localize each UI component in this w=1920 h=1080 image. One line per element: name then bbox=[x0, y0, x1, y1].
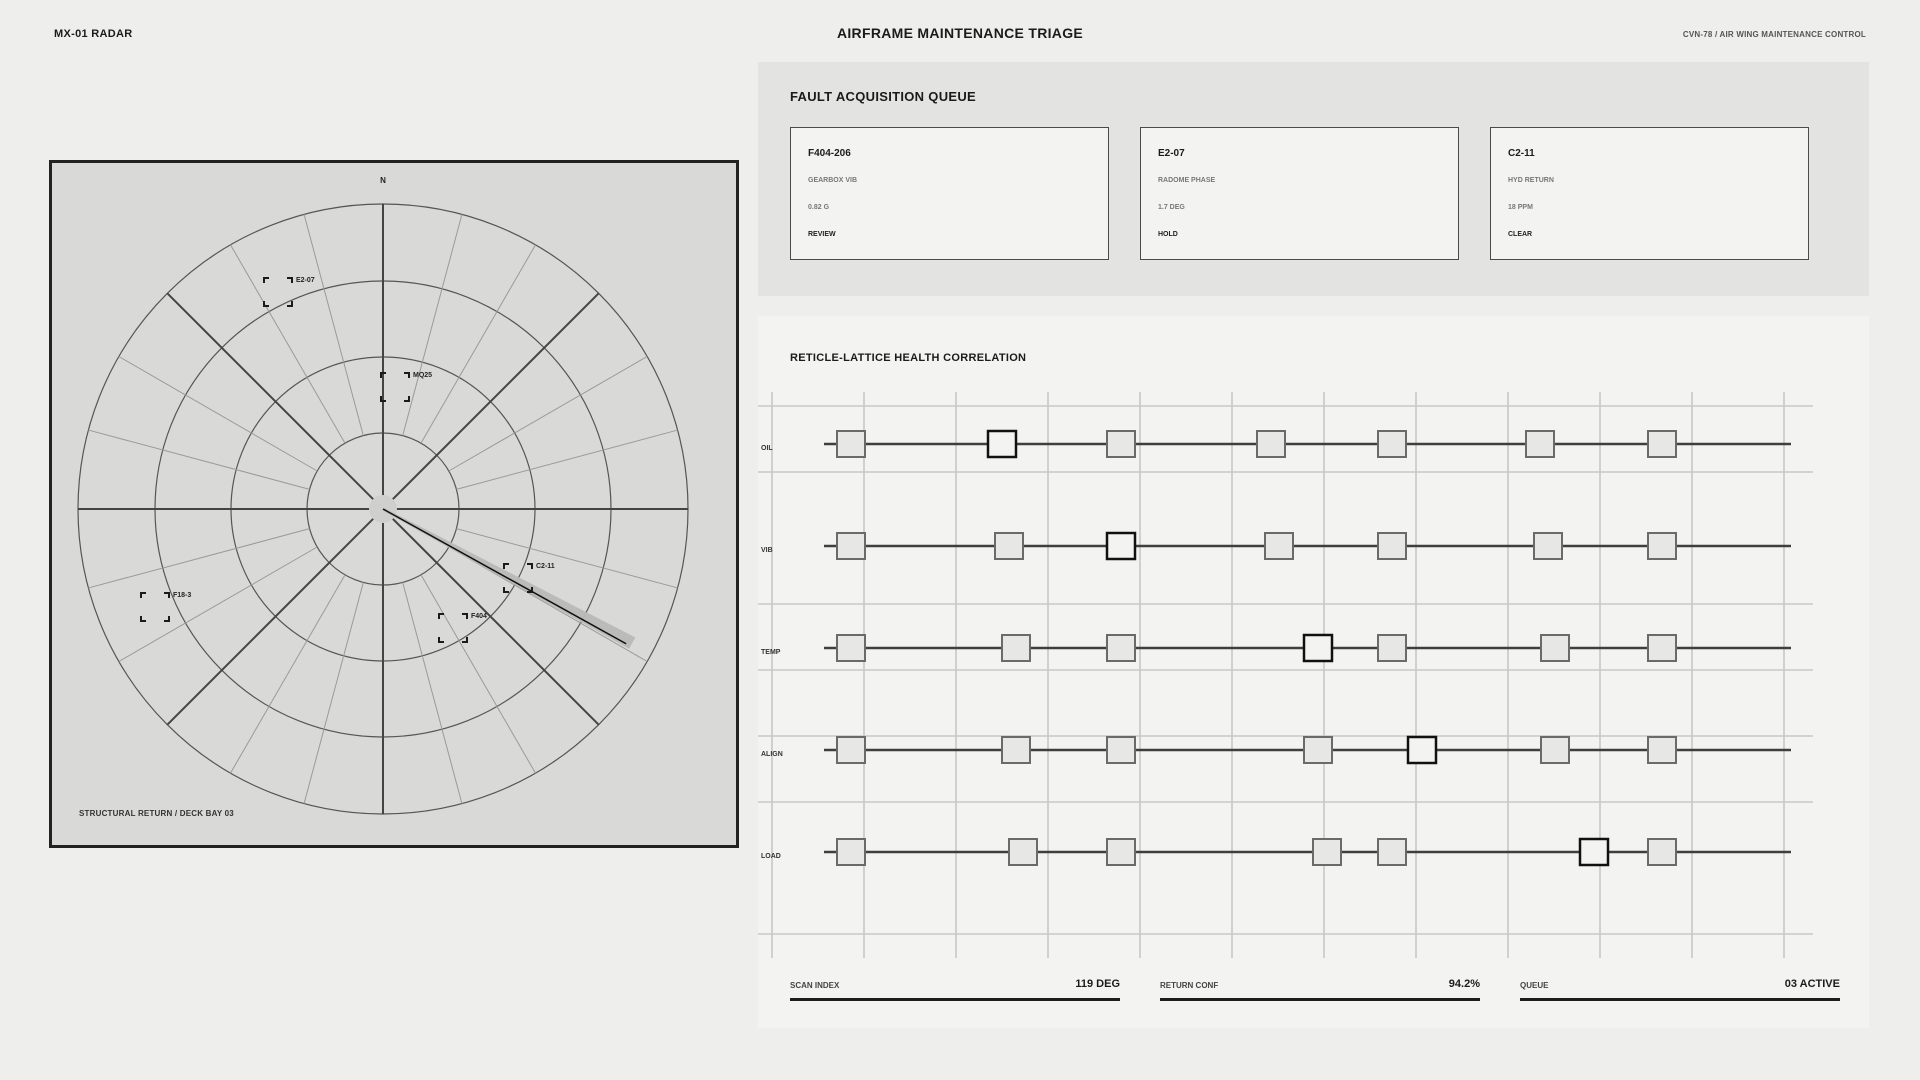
radar-spoke bbox=[403, 214, 462, 435]
radar-target-label: C2-11 bbox=[536, 563, 555, 570]
fault-card-status: REVIEW bbox=[808, 231, 836, 238]
radar-spoke bbox=[88, 529, 309, 588]
lattice-row-temp[interactable] bbox=[761, 635, 1791, 661]
north-label: N bbox=[380, 176, 386, 185]
radar-target-label: F404 bbox=[471, 613, 487, 620]
lattice-node[interactable] bbox=[1534, 533, 1562, 559]
lattice-node[interactable] bbox=[1378, 635, 1406, 661]
fault-card-value: 0.82 G bbox=[808, 204, 830, 211]
lattice-panel bbox=[758, 316, 1869, 1028]
radar-spoke bbox=[383, 293, 599, 509]
fault-card-id: E2-07 bbox=[1158, 148, 1185, 159]
lattice-node-active[interactable] bbox=[1304, 635, 1332, 661]
fault-card-value: 1.7 DEG bbox=[1158, 204, 1185, 211]
lattice-node[interactable] bbox=[1541, 635, 1569, 661]
lattice-node[interactable] bbox=[1002, 737, 1030, 763]
fault-queue-panel bbox=[758, 62, 1869, 296]
stat-value: 94.2% bbox=[1448, 978, 1480, 990]
lattice-row-label: OIL bbox=[761, 445, 773, 452]
lattice-node[interactable] bbox=[1378, 431, 1406, 457]
radar-spoke bbox=[456, 430, 677, 489]
radar-panel[interactable] bbox=[49, 160, 739, 848]
lattice-node-active[interactable] bbox=[1580, 839, 1608, 865]
lattice-node[interactable] bbox=[1009, 839, 1037, 865]
stat-scan-index bbox=[790, 978, 1120, 1001]
lattice-row-label: TEMP bbox=[761, 649, 781, 656]
stat-label: SCAN INDEX bbox=[790, 981, 840, 990]
lattice-gridlines bbox=[758, 392, 1813, 958]
lattice-row-align[interactable] bbox=[761, 737, 1791, 763]
lattice-node[interactable] bbox=[1541, 737, 1569, 763]
stat-queue bbox=[1520, 978, 1840, 1001]
radar-target-label: MQ25 bbox=[413, 372, 433, 379]
stat-value: 119 DEG bbox=[1075, 978, 1120, 990]
lattice-node[interactable] bbox=[1002, 635, 1030, 661]
fault-card-id: F404-206 bbox=[808, 148, 851, 159]
lattice-node[interactable] bbox=[1313, 839, 1341, 865]
lattice-node[interactable] bbox=[1648, 839, 1676, 865]
lattice-row-load[interactable] bbox=[761, 839, 1791, 865]
stat-label: QUEUE bbox=[1520, 981, 1549, 990]
lattice-node-active[interactable] bbox=[988, 431, 1016, 457]
lattice-node[interactable] bbox=[1526, 431, 1554, 457]
stat-value: 03 ACTIVE bbox=[1784, 978, 1840, 990]
lattice-node[interactable] bbox=[837, 839, 865, 865]
app-title: MX-01 RADAR bbox=[54, 28, 133, 40]
lattice-row-label: ALIGN bbox=[761, 751, 783, 758]
lattice-node[interactable] bbox=[1107, 737, 1135, 763]
lattice-node[interactable] bbox=[1648, 431, 1676, 457]
fault-card-id: C2-11 bbox=[1508, 148, 1535, 159]
lattice-grid bbox=[758, 316, 1869, 966]
radar-spoke bbox=[304, 214, 363, 435]
lattice-node[interactable] bbox=[837, 533, 865, 559]
lattice-title: RETICLE-LATTICE HEALTH CORRELATION bbox=[790, 352, 1027, 364]
radar-target-label: F18-3 bbox=[173, 592, 192, 599]
lattice-node[interactable] bbox=[1257, 431, 1285, 457]
radar-spoke bbox=[304, 582, 363, 803]
radar-spoke bbox=[403, 582, 462, 803]
fault-card-system: HYD RETURN bbox=[1508, 177, 1554, 184]
lattice-node[interactable] bbox=[1107, 431, 1135, 457]
lattice-node-active[interactable] bbox=[1408, 737, 1436, 763]
lattice-node[interactable] bbox=[1107, 635, 1135, 661]
fault-card-e2-07[interactable] bbox=[1140, 127, 1459, 260]
radar-target-f18-3[interactable] bbox=[141, 592, 191, 621]
lattice-node[interactable] bbox=[1648, 533, 1676, 559]
fault-card-value: 18 PPM bbox=[1508, 204, 1533, 211]
radar-target-label: E2-07 bbox=[296, 277, 315, 284]
lattice-node[interactable] bbox=[995, 533, 1023, 559]
lattice-node-active[interactable] bbox=[1107, 533, 1135, 559]
lattice-node[interactable] bbox=[1265, 533, 1293, 559]
lattice-node[interactable] bbox=[1107, 839, 1135, 865]
fault-card-system: RADOME PHASE bbox=[1158, 177, 1216, 184]
lattice-node[interactable] bbox=[1648, 635, 1676, 661]
radar-spoke bbox=[456, 529, 677, 588]
radar-caption: STRUCTURAL RETURN / DECK BAY 03 bbox=[79, 809, 234, 818]
lattice-node[interactable] bbox=[1378, 839, 1406, 865]
radar-scope[interactable] bbox=[52, 163, 736, 845]
lattice-row-oil[interactable] bbox=[761, 431, 1791, 457]
fault-card-status: CLEAR bbox=[1508, 231, 1533, 238]
lattice-node[interactable] bbox=[837, 635, 865, 661]
lattice-node[interactable] bbox=[837, 431, 865, 457]
stat-label: RETURN CONF bbox=[1160, 981, 1219, 990]
unit-label: CVN-78 / AIR WING MAINTENANCE CONTROL bbox=[1682, 30, 1866, 39]
lattice-row-label: VIB bbox=[761, 547, 773, 554]
fault-card-status: HOLD bbox=[1158, 231, 1178, 238]
lattice-node[interactable] bbox=[1304, 737, 1332, 763]
lattice-row-label: LOAD bbox=[761, 853, 781, 860]
radar-spoke bbox=[167, 509, 383, 725]
fault-queue-title: FAULT ACQUISITION QUEUE bbox=[790, 89, 977, 104]
lattice-node[interactable] bbox=[1378, 533, 1406, 559]
lattice-node[interactable] bbox=[837, 737, 865, 763]
radar-target-mq25[interactable] bbox=[381, 372, 432, 401]
stat-return-conf bbox=[1160, 978, 1480, 1001]
lattice-row-vib[interactable] bbox=[761, 533, 1791, 559]
fault-card-f404-206[interactable] bbox=[790, 127, 1109, 260]
radar-spoke bbox=[383, 509, 599, 725]
lattice-node[interactable] bbox=[1648, 737, 1676, 763]
radar-sweep-line bbox=[383, 509, 626, 644]
page-title: AIRFRAME MAINTENANCE TRIAGE bbox=[836, 25, 1084, 41]
radar-spoke bbox=[88, 430, 309, 489]
radar-spoke bbox=[167, 293, 383, 509]
fault-card-system: GEARBOX VIB bbox=[808, 177, 858, 184]
fault-card-c2-11[interactable] bbox=[1490, 127, 1809, 260]
